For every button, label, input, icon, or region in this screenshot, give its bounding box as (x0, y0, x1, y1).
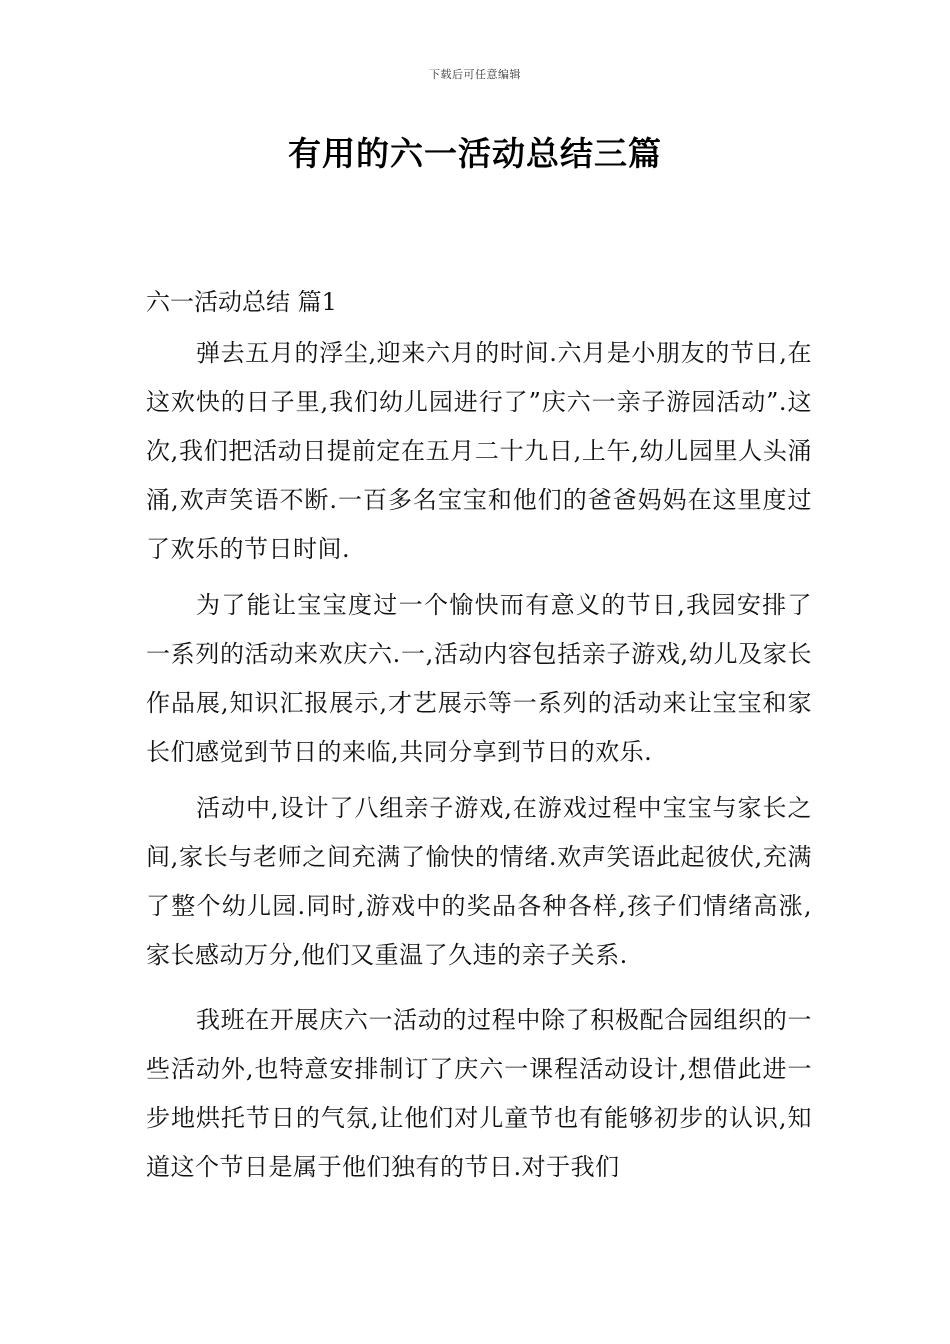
paragraph: 弹去五月的浮尘,迎来六月的时间.六月是小朋友的节日,在这欢快的日子里,我们幼儿园进行了”庆六一亲子游园活动”.这次,我们把活动日提前定在五月二十九日,上午,幼儿园里人头涌涌,欢声笑语不断.一百多名宝宝和他们的爸爸妈妈在这里度过了欢乐的节日时间. (146, 339, 812, 563)
document-title: 有用的六一活动总结三篇 (288, 134, 662, 173)
paragraph: 我班在开展庆六一活动的过程中除了积极配合园组织的一些活动外,也特意安排制订了庆六一课程活动设计,想借此进一步地烘托节日的气氛,让他们对儿童节也有能够初步的认识,知道这个节日是属于他们独有的节日.对于我们 (146, 1006, 812, 1181)
paragraph: 为了能让宝宝度过一个愉快而有意义的节日,我园安排了一系列的活动来欢庆六.一,活动内容包括亲子游戏,幼儿及家长作品展,知识汇报展示,才艺展示等一系列的活动来让宝宝和家长们感觉到节日的来临,共同分享到节日的欢乐. (146, 591, 812, 766)
header-note: 下载后可任意编辑 (429, 68, 521, 81)
paragraph: 活动中,设计了八组亲子游戏,在游戏过程中宝宝与家长之间,家长与老师之间充满了愉快的情绪.欢声笑语此起彼伏,充满了整个幼儿园.同时,游戏中的奖品各种各样,孩子们情绪高涨,家长感动万分,他们又重温了久违的亲子关系. (146, 794, 812, 969)
document-body (146, 282, 812, 1192)
section-heading: 六一活动总结 篇1 (146, 288, 337, 316)
